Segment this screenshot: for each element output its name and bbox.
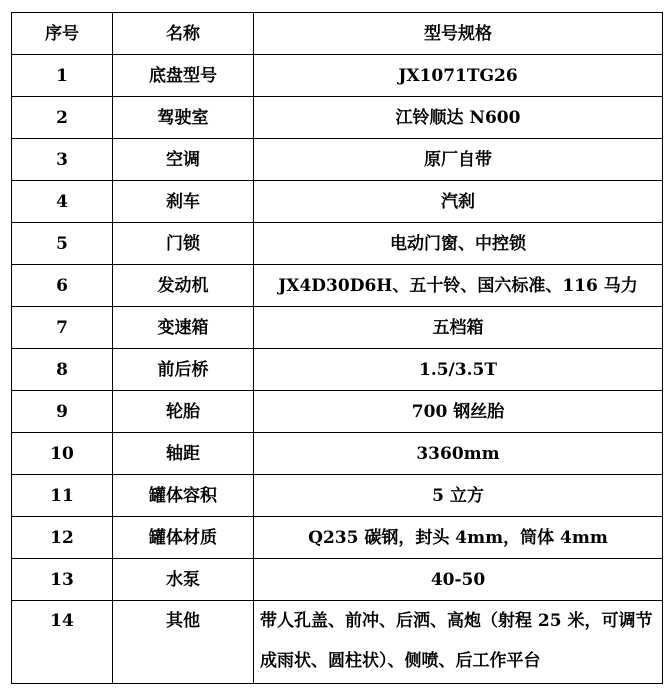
row-index: 10 [12, 433, 113, 475]
row-name: 刹车 [113, 181, 254, 223]
row-spec: JX1071TG26 [254, 55, 663, 97]
row-index: 2 [12, 97, 113, 139]
row-spec: 电动门窗、中控锁 [254, 223, 663, 265]
table-row [12, 517, 663, 559]
row-name: 罐体材质 [113, 517, 254, 559]
row-index: 14 [12, 601, 113, 684]
row-index: 3 [12, 139, 113, 181]
row-spec: 汽刹 [254, 181, 663, 223]
table-row [12, 475, 663, 517]
row-spec: 40-50 [254, 559, 663, 601]
row-spec: 700 钢丝胎 [254, 391, 663, 433]
table-row [12, 97, 663, 139]
header-index: 序号 [12, 13, 113, 55]
table-row [12, 391, 663, 433]
table-row [12, 307, 663, 349]
row-spec: 1.5/3.5T [254, 349, 663, 391]
row-index: 13 [12, 559, 113, 601]
table-header-row [12, 13, 663, 55]
row-index: 8 [12, 349, 113, 391]
row-index: 12 [12, 517, 113, 559]
row-index: 7 [12, 307, 113, 349]
row-name: 驾驶室 [113, 97, 254, 139]
row-name: 门锁 [113, 223, 254, 265]
row-name: 底盘型号 [113, 55, 254, 97]
table-row [12, 349, 663, 391]
row-spec: 江铃顺达 N600 [254, 97, 663, 139]
table-row [12, 55, 663, 97]
table-row [12, 559, 663, 601]
row-name: 前后桥 [113, 349, 254, 391]
table-row [12, 433, 663, 475]
table-row [12, 265, 663, 307]
row-spec: 五档箱 [254, 307, 663, 349]
row-name: 空调 [113, 139, 254, 181]
row-spec: 5 立方 [254, 475, 663, 517]
row-spec: Q235 碳钢，封头 4mm，筒体 4mm [254, 517, 663, 559]
row-index: 1 [12, 55, 113, 97]
table-row [12, 181, 663, 223]
row-name: 发动机 [113, 265, 254, 307]
row-name: 其他 [113, 601, 254, 684]
header-spec: 型号规格 [254, 13, 663, 55]
table-row [12, 601, 663, 684]
row-index: 4 [12, 181, 113, 223]
row-index: 9 [12, 391, 113, 433]
table-row [12, 223, 663, 265]
header-name: 名称 [113, 13, 254, 55]
row-spec: 带人孔盖、前冲、后洒、高炮（射程 25 米，可调节成雨状、圆柱状）、侧喷、后工作平台 [254, 601, 663, 684]
row-name: 罐体容积 [113, 475, 254, 517]
row-spec: 原厂自带 [254, 139, 663, 181]
row-spec: 3360mm [254, 433, 663, 475]
table-row [12, 139, 663, 181]
row-index: 11 [12, 475, 113, 517]
row-name: 水泵 [113, 559, 254, 601]
row-name: 轮胎 [113, 391, 254, 433]
row-spec: JX4D30D6H、五十铃、国六标准、116 马力 [254, 265, 663, 307]
row-name: 变速箱 [113, 307, 254, 349]
spec-table [11, 12, 663, 684]
row-name: 轴距 [113, 433, 254, 475]
row-index: 6 [12, 265, 113, 307]
row-index: 5 [12, 223, 113, 265]
